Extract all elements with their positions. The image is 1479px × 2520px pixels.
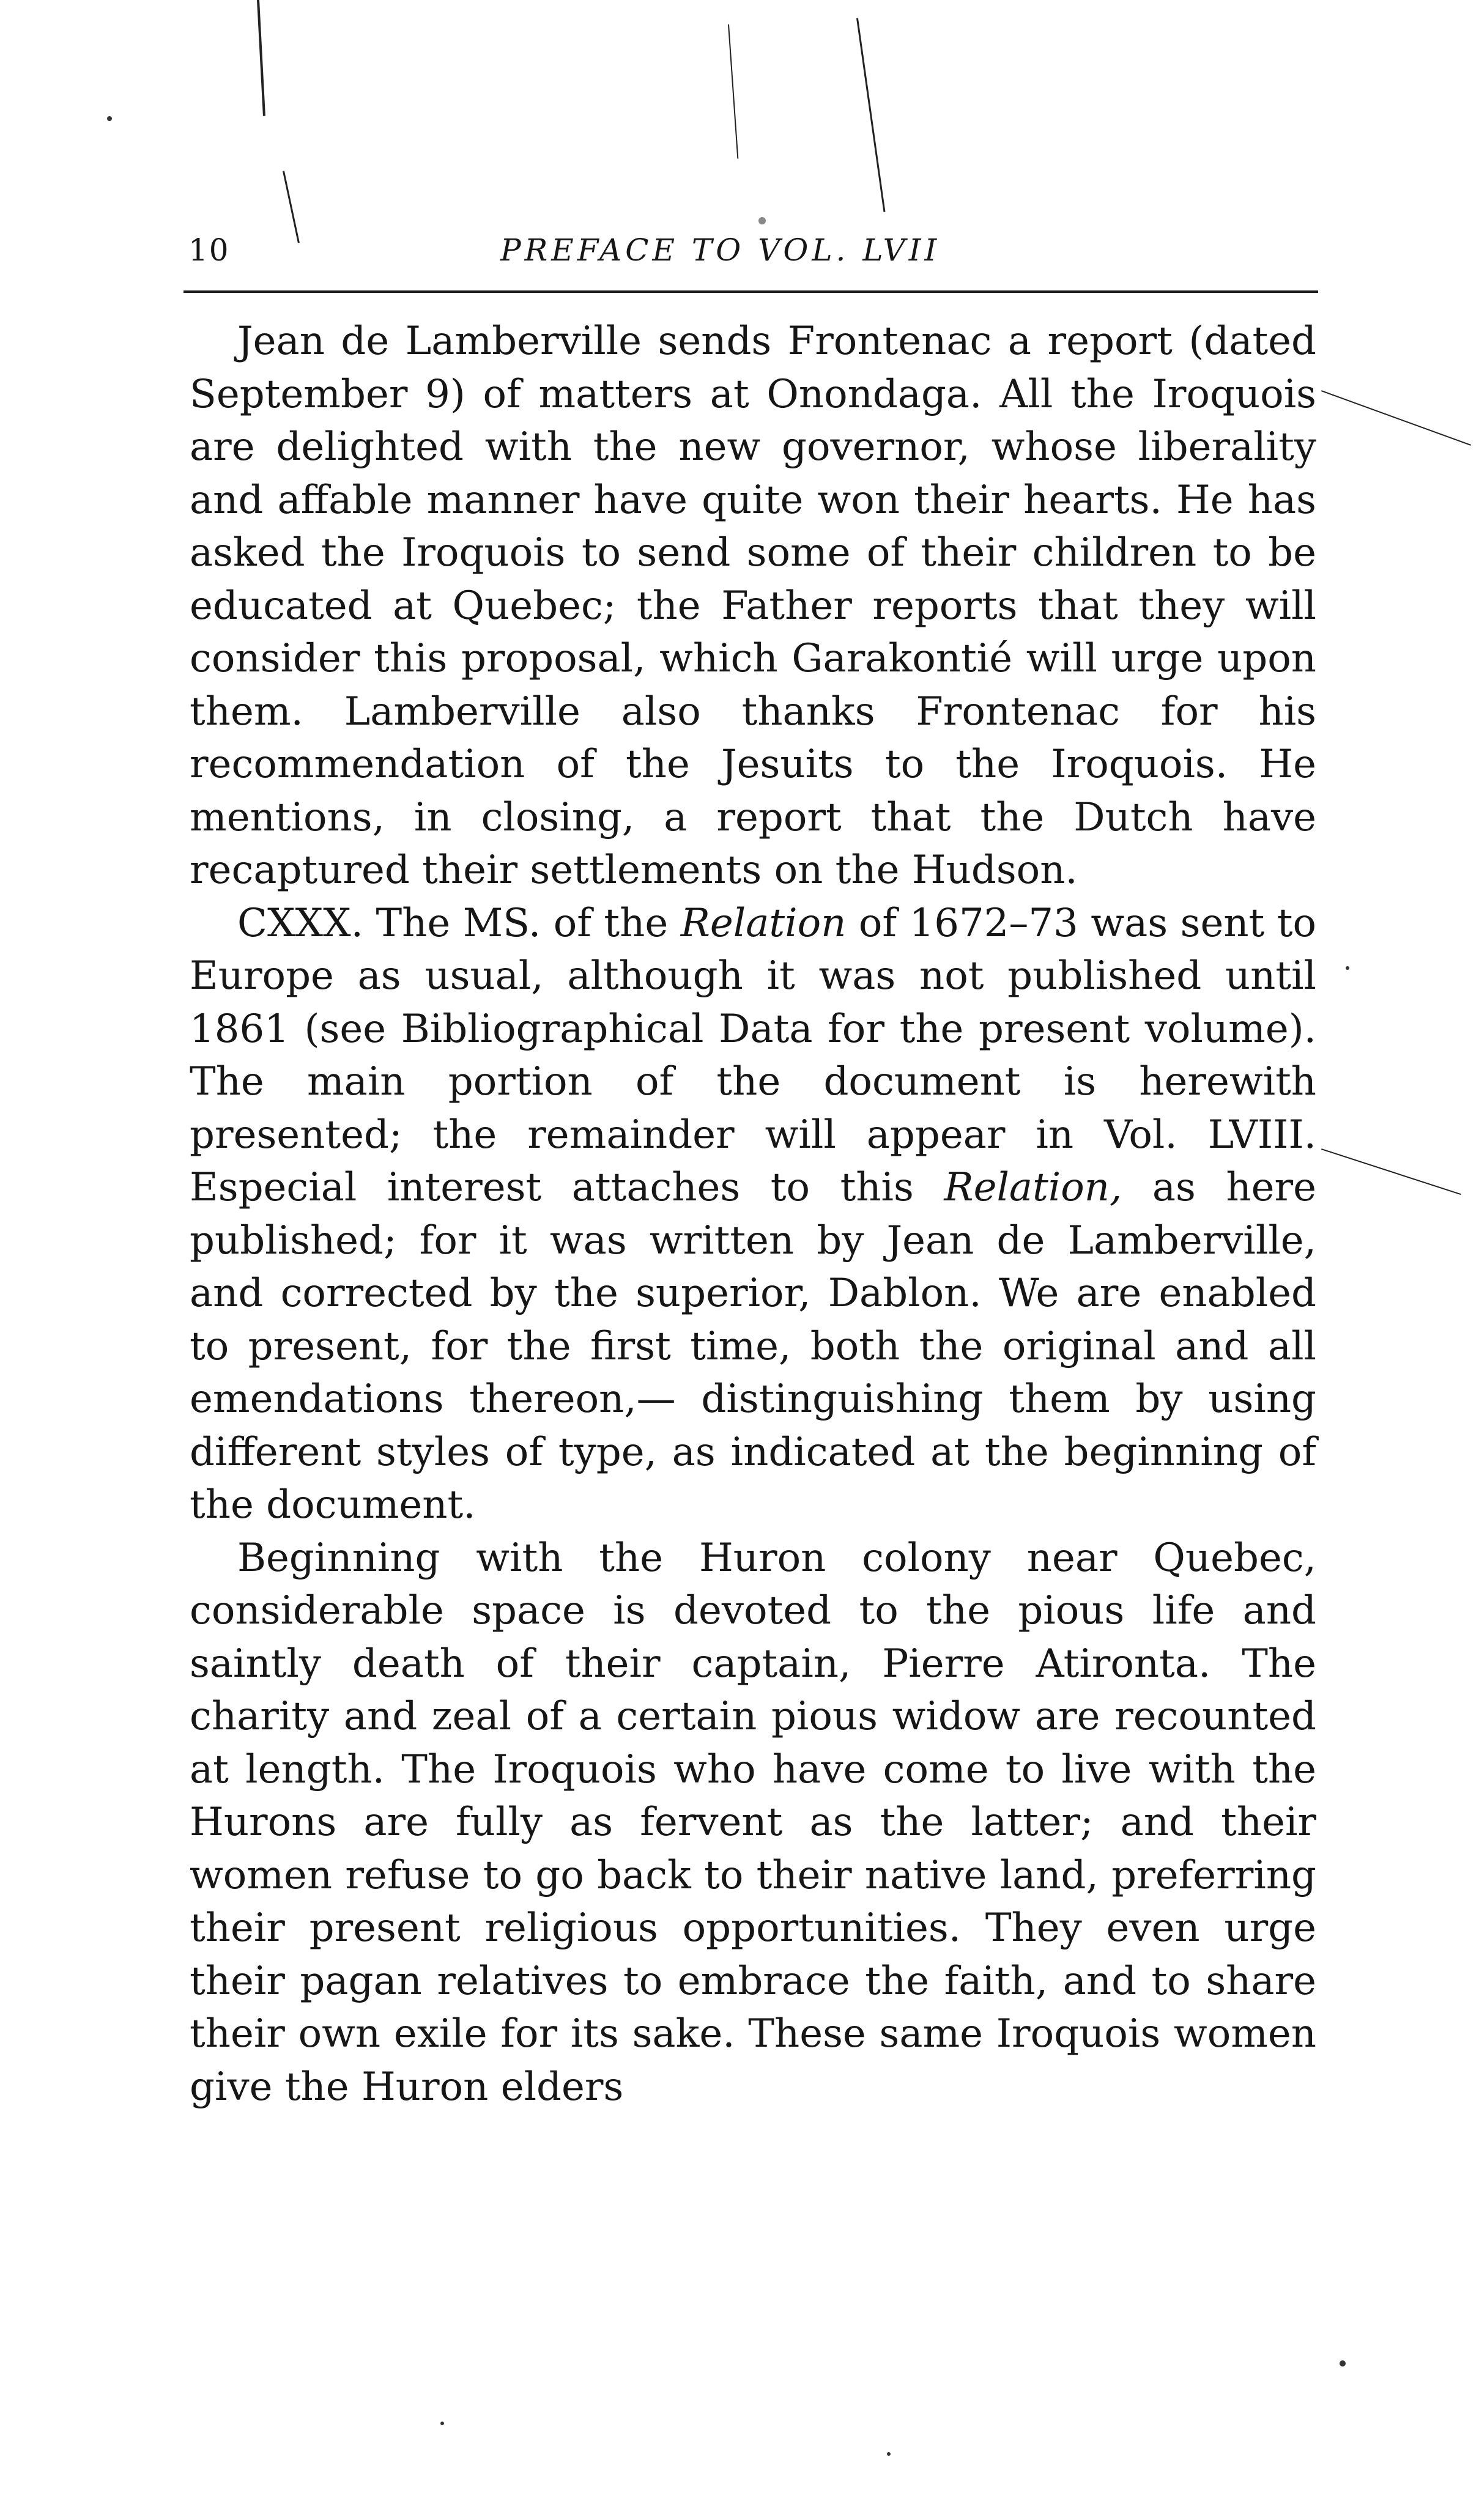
- paragraph-relation-ms: [190, 897, 1316, 1532]
- italic-relation: Relation: [680, 900, 847, 946]
- page-number: 10: [188, 232, 230, 268]
- paragraph-huron-colony: Beginning with the Huron colony near Quebec, considerable space is devoted to the pious life and saintly death of their captain, Pierre Atironta. The charity and zeal of a certain pious widow are recounted at length. The Iroquois who have come to live with the Hurons are fully as fervent as the latter; and their women refuse to go back to their native land, preferring their present religious opportunities. They even urge their pagan relatives to embrace the faith, and to share their own exile for its sake. These same Iroquois women give the Huron elders: [190, 1535, 1316, 2110]
- scan-speck: [1340, 2360, 1346, 2367]
- paragraph-text: as here published; for it was written by Jean de Lamberville, and corrected by the superior, Dablon. We are enabled to present, for the first time, both the original and all emendations thereon,— distinguishing them by using different styles of type, as indicated at the beginning of the document.: [190, 1165, 1317, 1528]
- scan-speck: [107, 116, 112, 121]
- body-text: [190, 315, 1316, 2113]
- paragraph-text: CXXX. The MS. of the: [237, 900, 681, 946]
- scan-scratch: [257, 0, 265, 116]
- scan-speck: [440, 2422, 444, 2425]
- paragraph-text: of 1672–73 was sent to Europe as usual, although it was not published until 1861 (see Bibliographical Data for the present volume). The main portion of the document is herewith presented; the remainder will appear in Vol. LVIII. Especial interest attaches to this: [190, 900, 1317, 1210]
- scan-scratch: [1321, 390, 1471, 446]
- scan-scratch: [728, 24, 738, 159]
- header-rule: [183, 290, 1318, 293]
- italic-relation: Relation,: [944, 1165, 1122, 1210]
- page-header: [188, 220, 1320, 281]
- scan-speck: [887, 2452, 891, 2456]
- paragraph-lamberville-report: Jean de Lamberville sends Frontenac a report (dated September 9) of matters at Onondaga. All the Iroquois are delighted with the new governor, whose liberality and affable manner have quite won their hearts. He has asked the Iroquois to send some of their children to be educated at Quebec; the Father reports that they will consider this proposal, which Garakontié will urge upon them. Lamberville also thanks Frontenac for his recommendation of the Jesuits to the Iroquois. He mentions, in closing, a report that the Dutch have recaptured their settlements on the Hudson.: [190, 319, 1316, 893]
- scan-scratch: [856, 18, 886, 212]
- scan-speck: [1346, 966, 1349, 970]
- scan-scratch: [1321, 1148, 1461, 1195]
- running-title: PREFACE TO VOL. LVII: [500, 232, 941, 268]
